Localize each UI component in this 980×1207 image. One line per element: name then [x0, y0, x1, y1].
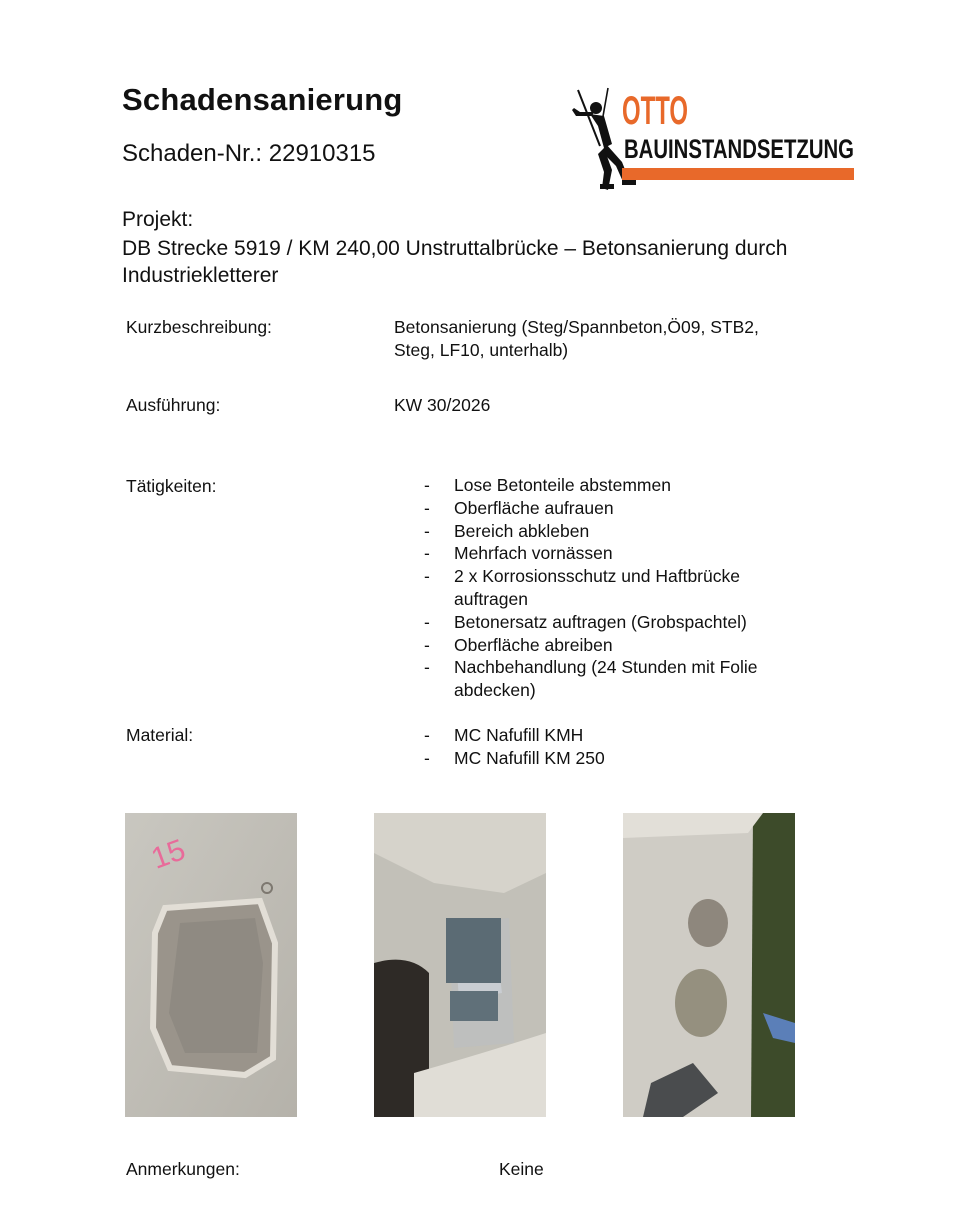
- list-dash: -: [424, 747, 430, 768]
- company-logo: [560, 86, 860, 196]
- material-label: Material:: [126, 725, 194, 745]
- logo-text-otto: OTTO: [622, 89, 688, 133]
- list-item: - Bereich abkleben: [424, 520, 590, 541]
- remarks-label: Anmerkungen:: [126, 1159, 240, 1179]
- list-item: - Mehrfach vornässen: [424, 543, 613, 564]
- execution-value: KW 30/2026: [394, 395, 491, 415]
- short-description-line-2: Steg, LF10, unterhalb): [394, 340, 569, 360]
- list-dash: -: [424, 657, 430, 678]
- list-item: - Nachbehandlung (24 Stunden mit Folie abdecken): [424, 657, 758, 701]
- short-description-value: [394, 316, 759, 362]
- list-dash: -: [424, 611, 430, 632]
- project-description: DB Strecke 5919 / KM 240,00 Unstruttalbrücke – Betonsanierung durch Industriekletterer: [122, 237, 788, 287]
- list-item: - MC Nafufill KM 250: [424, 747, 605, 768]
- short-description-line-1: Betonsanierung (Steg/Spannbeton,Ö09, STB2,: [394, 317, 759, 337]
- list-item: - MC Nafufill KMH: [424, 725, 584, 745]
- list-item: - Betonersatz auftragen (Grobspachtel): [424, 611, 747, 632]
- photo-repair-patch: [125, 813, 297, 1117]
- logo-underline-bar: [622, 168, 854, 180]
- list-item: - Oberfläche abreiben: [424, 634, 613, 655]
- list-item: - Oberfläche aufrauen: [424, 497, 614, 518]
- project-label: Projekt:: [122, 208, 194, 231]
- list-dash: -: [424, 634, 430, 655]
- climber-icon: [560, 86, 860, 196]
- svg-text:15: 15: [147, 833, 190, 876]
- material-list: [424, 724, 814, 770]
- list-item: - 2 x Korrosionsschutz und Haftbrücke auftragen: [424, 566, 740, 609]
- list-dash: -: [424, 566, 430, 587]
- photo-bridge-surface: [623, 813, 795, 1117]
- list-dash: -: [424, 543, 430, 564]
- activities-label: Tätigkeiten:: [126, 476, 217, 496]
- photo-drilling-work: [374, 813, 546, 1117]
- damage-number: Schaden-Nr.: 22910315: [122, 140, 376, 167]
- list-dash: -: [424, 520, 430, 541]
- activities-list: [424, 474, 814, 702]
- list-dash: -: [424, 497, 430, 518]
- remarks-value: Keine: [499, 1159, 544, 1179]
- list-dash: -: [424, 725, 430, 745]
- list-dash: -: [424, 475, 430, 495]
- logo-text-bauinstandsetzung: BAUINSTANDSETZUNG: [624, 134, 854, 164]
- list-item: - Lose Betonteile abstemmen: [424, 475, 671, 495]
- page-title: Schadensanierung: [122, 82, 403, 117]
- short-description-label: Kurzbeschreibung:: [126, 317, 272, 337]
- execution-label: Ausführung:: [126, 395, 221, 415]
